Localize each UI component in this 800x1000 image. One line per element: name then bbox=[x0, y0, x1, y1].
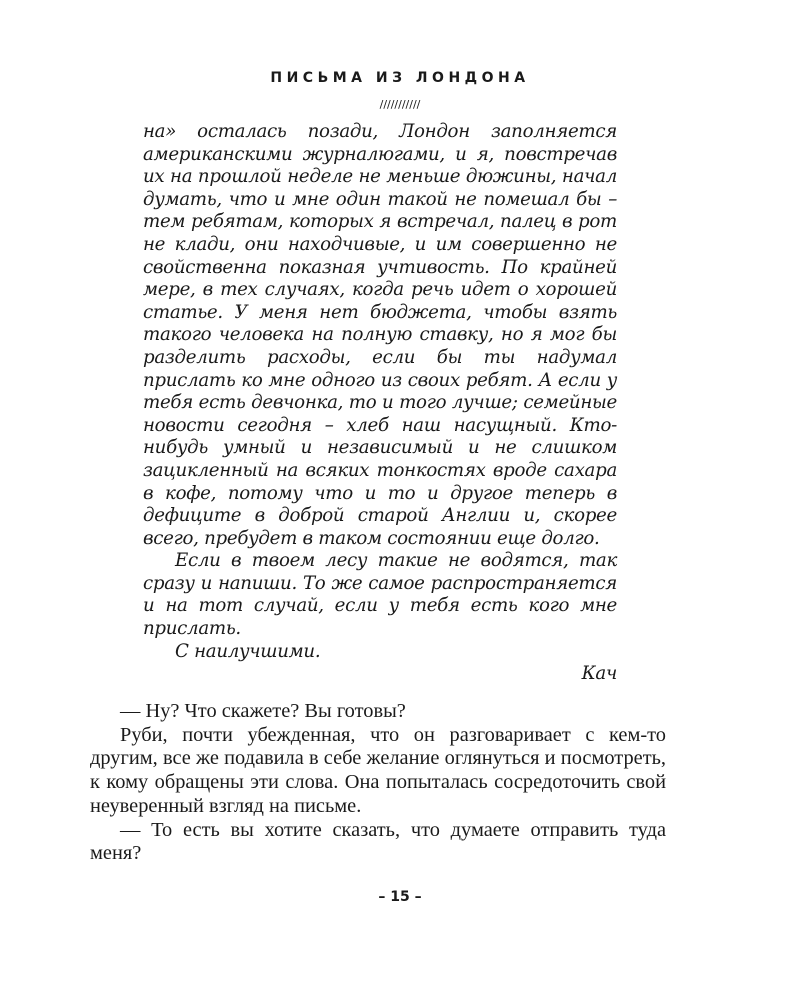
letter-closing: С наилучшими. bbox=[175, 640, 321, 662]
letter-paragraph-2: Если в твоем лесу такие не водятся, так сразу и напиши. То же самое распространяется и на тот случай, если у тебя есть кого мне прислать. bbox=[143, 550, 617, 640]
narrative-block bbox=[90, 700, 666, 866]
letter-block bbox=[143, 121, 617, 686]
narrative-paragraph-1: — Ну? Что скажете? Вы готовы? bbox=[120, 700, 406, 722]
running-header-title: ПИСЬМА ИЗ ЛОНДОНА bbox=[270, 70, 530, 86]
letter-signature: Кач bbox=[581, 663, 617, 685]
page-number: – 15 – bbox=[378, 889, 422, 905]
letter-paragraph-1: на» осталась позади, Лондон заполняется американскими журналюгами, и я, повстречав их на прошлой неделе не меньше дюжины, начал думать, что и мне один такой не помешал бы – тем ребятам, которых я встречал, палец в рот не клади, они находчивые, и им совершенно не свойственна показная учтивость. По крайней мере, в тех случаях, когда речь идет о хорошей статье. У меня нет бюджета, чтобы взять такого человека на полную ставку, но я мог бы разделить расходы, если бы ты надумал прислать ко мне одного из своих ребят. А если у тебя есть девчонка, то и того лучше; семейные новости сегодня – хлеб наш насущный. Кто-нибудь умный и независимый и не слишком зацикленный на всяких тонкостях вроде сахара в кофе, потому что и то и другое теперь в дефиците в доброй старой Англии и, скорее всего, пребудет в таком состоянии еще долго. bbox=[143, 121, 617, 549]
header-ornament: /////////// bbox=[379, 98, 421, 111]
narrative-paragraph-3: — То есть вы хотите сказать, что думаете отправить туда меня? bbox=[90, 818, 666, 865]
narrative-paragraph-2: Руби, почти убежденная, что он разговаривает с кем-то другим, все же подавила в себе желание оглянуться и посмотреть, к кому обращены эти слова. Она попыталась сосредоточить свой неуверенный взгляд на письме. bbox=[90, 723, 666, 817]
